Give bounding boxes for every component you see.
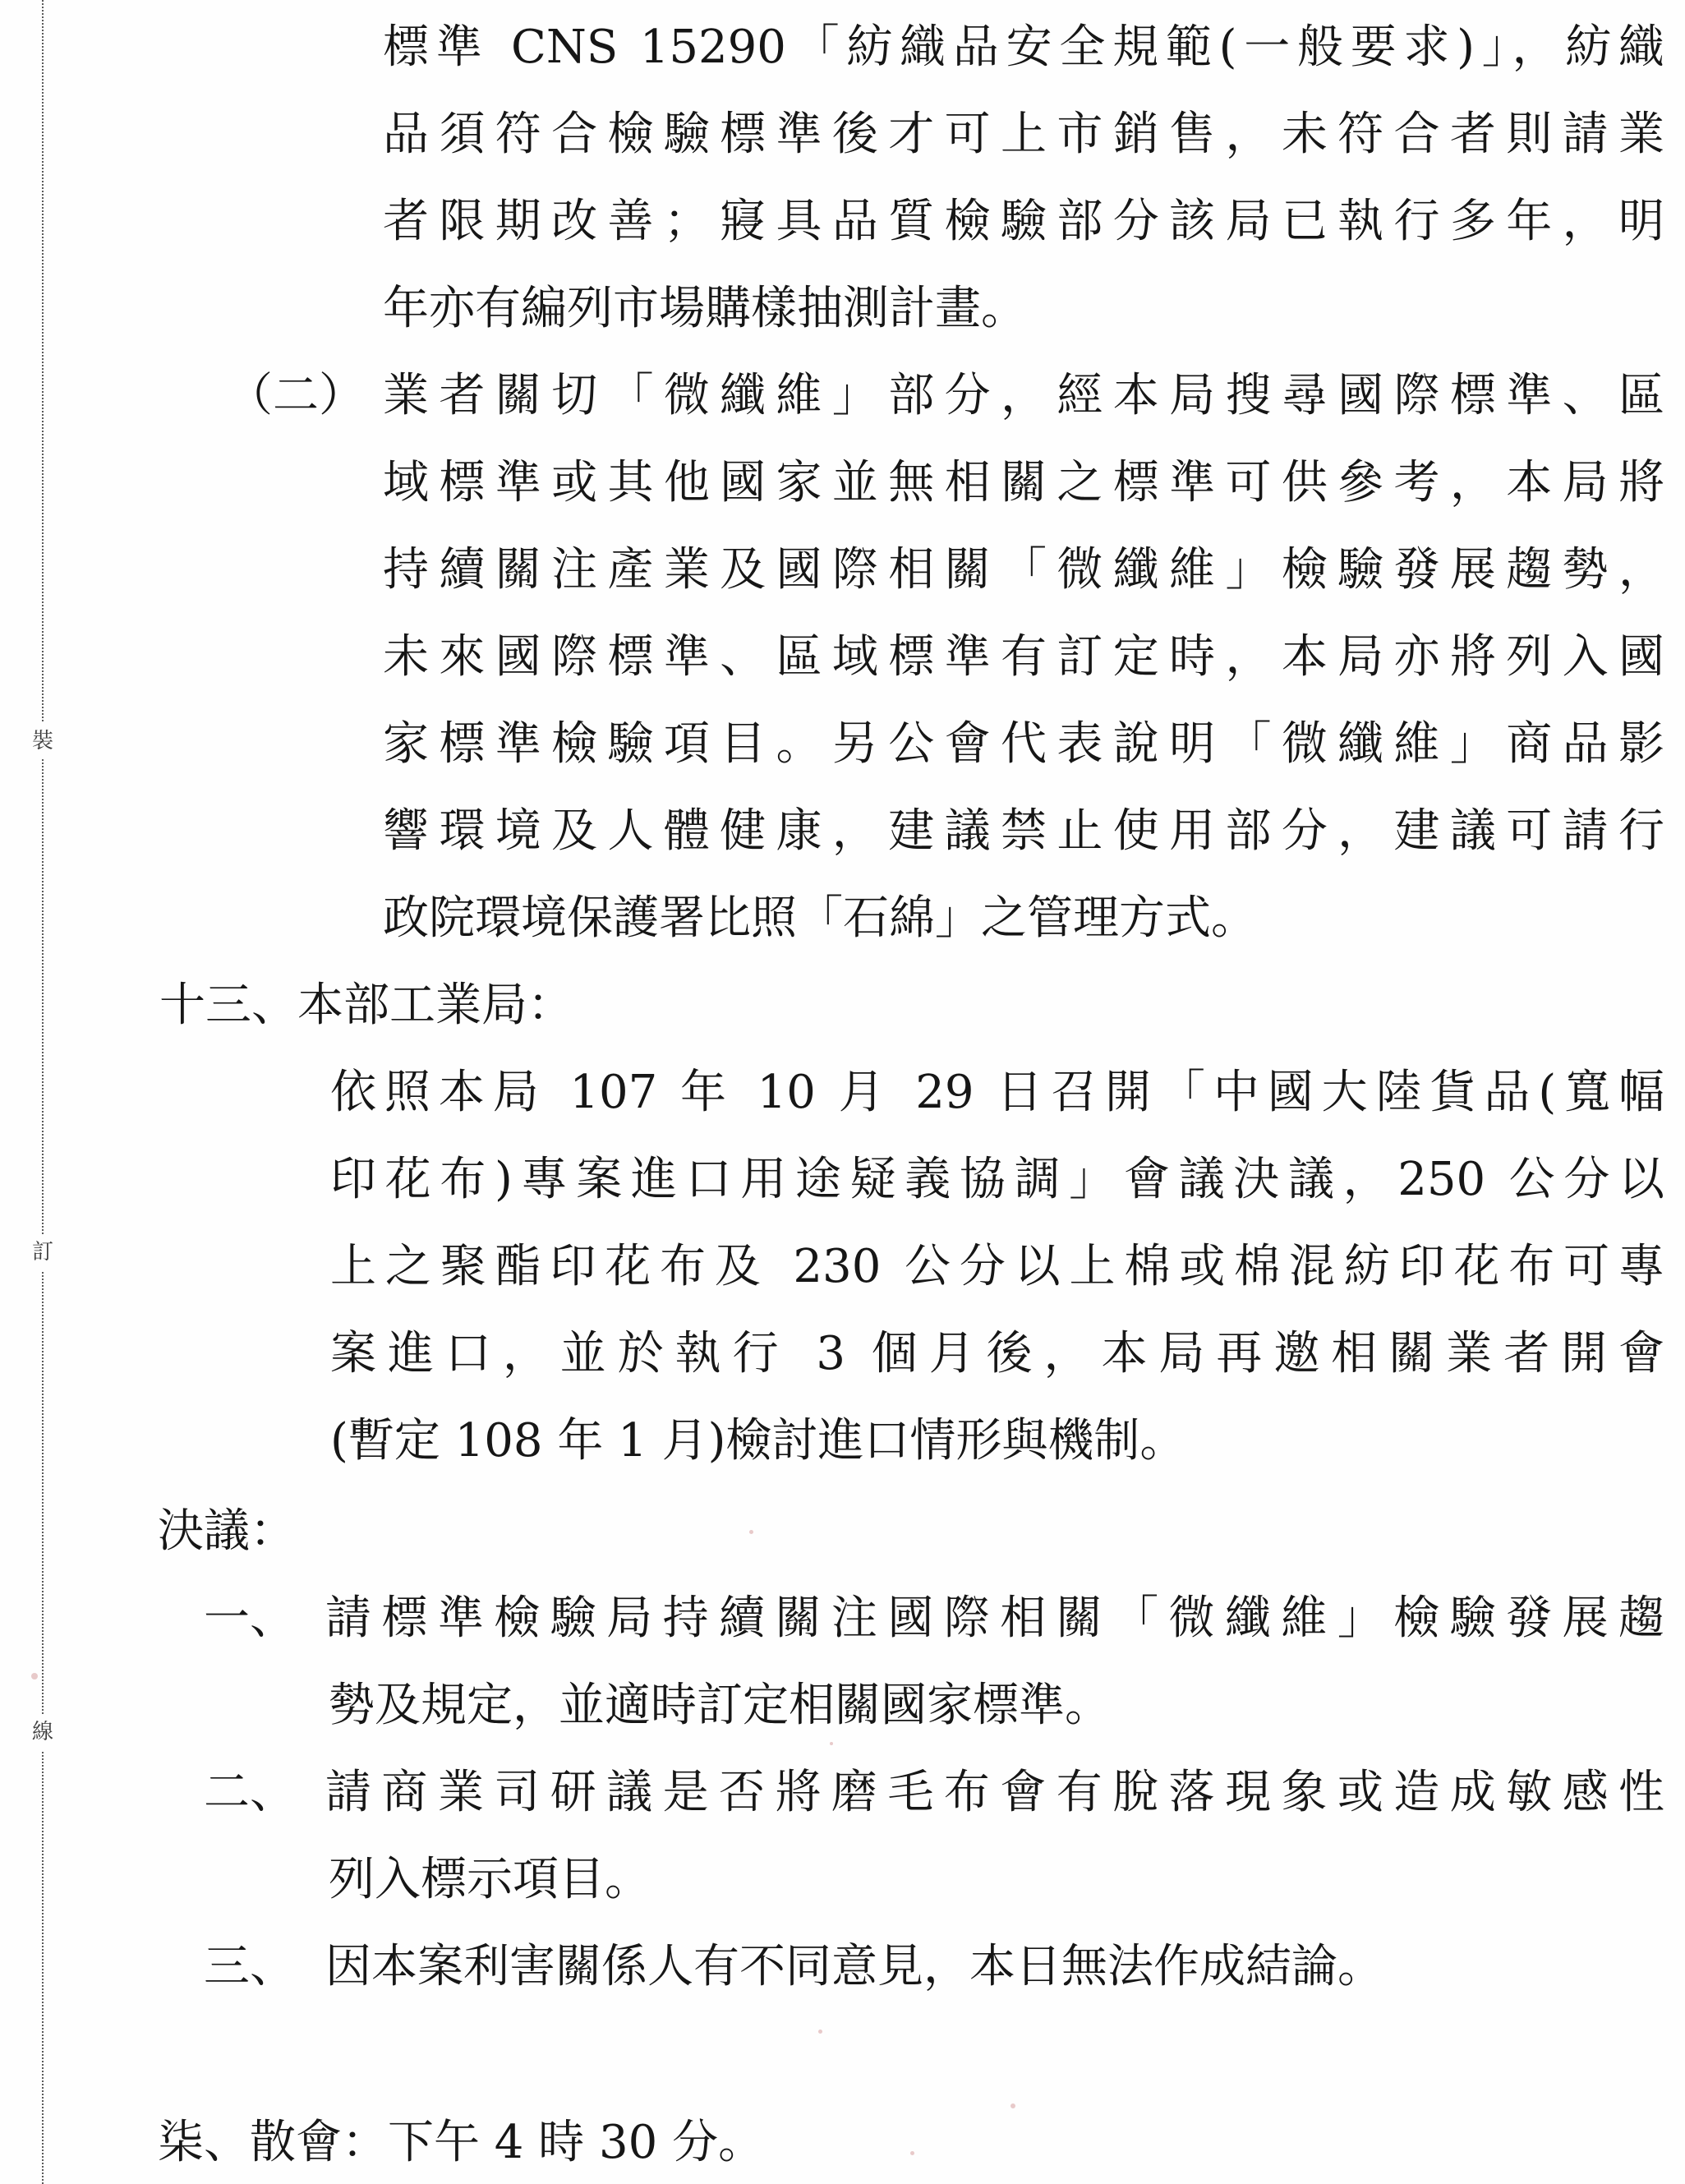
adjournment-line: 柒、散會：下午 4 時 30 分。 <box>158 2116 765 2169</box>
sec13-line-3: 上之聚酯印花布及 230 公分以上棉或棉混紡印花布可專 <box>330 1240 1664 1293</box>
sec12-line-2: 品須符合檢驗標準後才可上市銷售，未符合者則請業 <box>383 108 1664 161</box>
sec12-line-4: 年亦有編列市場購樣抽測計畫。 <box>383 282 1027 335</box>
binding-char-ding: 訂 <box>25 1234 61 1270</box>
sec13-line-5: (暫定 108 年 1 月)檢討進口情形與機制。 <box>330 1414 1186 1468</box>
resolution-2-line-1: 請商業司研議是否將磨毛布會有脫落現象或造成敏感性 <box>325 1766 1664 1819</box>
scan-speck <box>910 2151 914 2155</box>
resolutions-heading: 決議： <box>158 1504 296 1558</box>
sec13-line-1: 依照本局 107 年 10 月 29 日召開「中國大陸貨品(寬幅 <box>330 1066 1664 1119</box>
sec12-line-1: 標準 CNS 15290「紡織品安全規範(一般要求)」，紡織 <box>383 21 1664 74</box>
item-two-line-3: 持續關注產業及國際相關「微纖維」檢驗發展趨勢， <box>383 543 1664 597</box>
resolution-1-line-2: 勢及規定，並適時訂定相關國家標準。 <box>329 1679 1111 1732</box>
binding-char-xian: 線 <box>25 1714 61 1750</box>
resolution-1-line-1: 請標準檢驗局持續關注國際相關「微纖維」檢驗發展趨 <box>325 1592 1664 1645</box>
scan-speck <box>31 1673 38 1679</box>
item-two-line-7: 政院環境保護署比照「石綿」之管理方式。 <box>383 892 1257 945</box>
item-two-line-5: 家標準檢驗項目。另公會代表說明「微纖維」商品影 <box>383 717 1664 771</box>
item-two-line-6: 響環境及人體健康，建議禁止使用部分，建議可請行 <box>383 804 1664 858</box>
item-two-line-4: 未來國際標準、區域標準有訂定時，本局亦將列入國 <box>383 630 1664 684</box>
resolution-1-marker: 一、 <box>204 1592 296 1645</box>
resolution-3-line-1: 因本案利害關係人有不同意見，本日無法作成結論。 <box>325 1940 1383 1993</box>
sec12-line-3: 者限期改善；寢具品質檢驗部分該局已執行多年，明 <box>383 195 1664 248</box>
item-two-line-2: 域標準或其他國家並無相關之標準可供參考，本局將 <box>383 456 1664 509</box>
binding-char-zhuang: 裝 <box>25 723 61 759</box>
scan-speck <box>749 1530 753 1534</box>
resolution-2-marker: 二、 <box>204 1766 296 1819</box>
sec13-line-4: 案進口，並於執行 3 個月後，本局再邀相關業者開會 <box>330 1327 1664 1380</box>
scan-speck <box>830 1742 833 1745</box>
resolution-3-marker: 三、 <box>204 1940 296 1993</box>
section13-heading: 十三、本部工業局： <box>159 979 573 1032</box>
resolution-2-line-2: 列入標示項目。 <box>329 1853 651 1906</box>
item-two-marker: （二） <box>227 369 365 422</box>
scan-speck <box>1011 2103 1015 2108</box>
scan-speck <box>818 2030 822 2034</box>
sec13-line-2: 印花布)專案進口用途疑義協調」會議決議，250 公分以 <box>330 1153 1664 1206</box>
item-two-line-1: 業者關切「微纖維」部分，經本局搜尋國際標準、區 <box>383 369 1664 422</box>
binding-dotted-line <box>42 0 44 2184</box>
